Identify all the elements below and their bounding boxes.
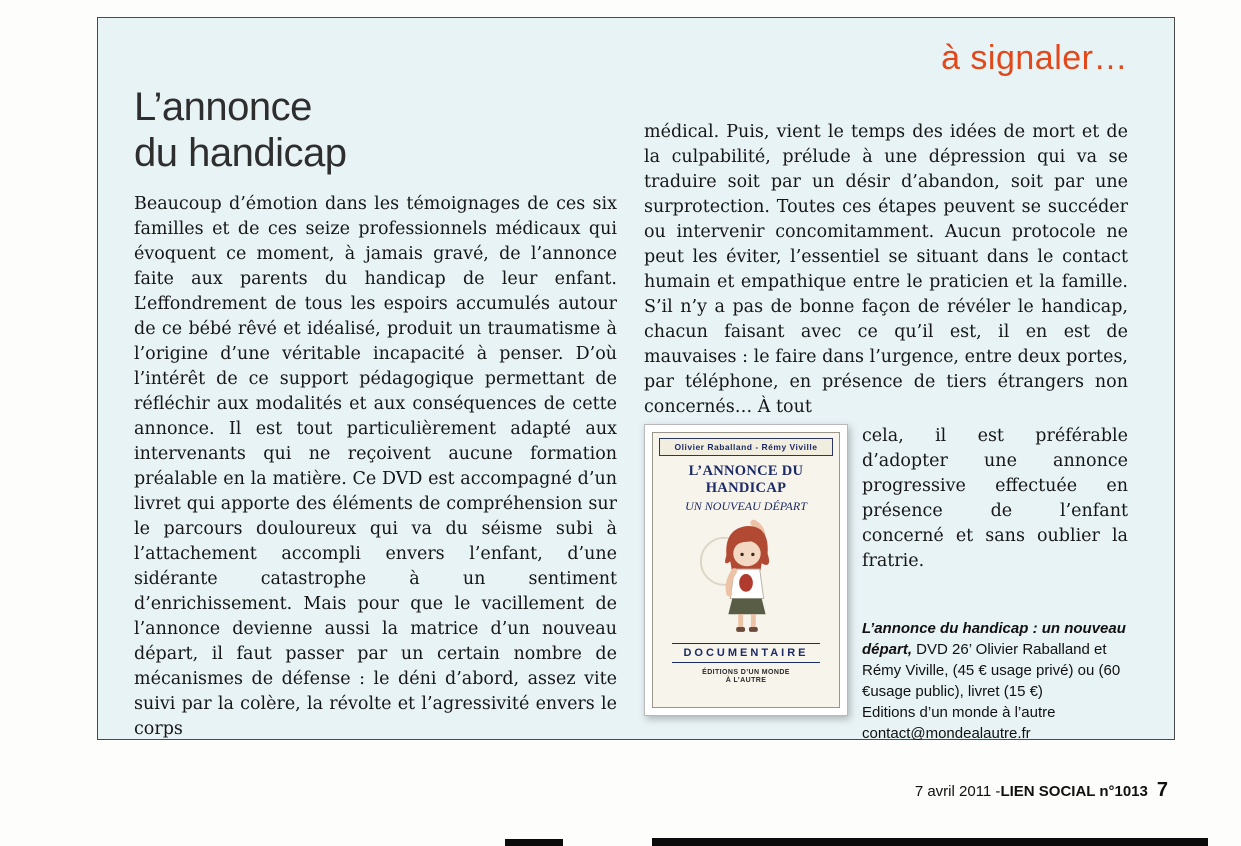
media-side <box>862 424 1128 744</box>
dvd-cover-photo <box>644 424 848 716</box>
scan-artifact-bar <box>652 838 1208 846</box>
media-row <box>644 424 1128 744</box>
girl-illustration-icon <box>697 518 795 636</box>
article-title <box>134 84 617 176</box>
page-footer <box>915 779 1168 802</box>
caption-details: DVD 26’ Olivier Raballand et Rémy Viville, (45 € usage privé) ou (60 €usage public), livret (15 €) <box>862 641 1121 700</box>
footer-date: 7 avril 2011 - <box>914 783 1001 800</box>
column-left <box>134 84 617 744</box>
article-paragraph-right: médical. Puis, vient le temps des idées de mort et de la culpabilité, prélude à une dépression qui va se traduire soit par un désir d’abandon, soit par une surprotection. Toutes ces étapes peuvent se succéder ou intervenir concomitamment. Aucun protocole ne peut les éviter, l’essentiel se situant dans le contact humain et empathique entre le praticien et la famille. S’il n’y a pas de bonne façon de révéler le handicap, chacun faisant avec ce qu’il est, il en est de mauvaises : le faire dans l’urgence, entre deux portes, par téléphone, en présence de tiers étrangers non concernés… À tout <box>644 122 1128 417</box>
caption-title: L’annonce du handicap : un nouveau départ, <box>862 620 1126 658</box>
column-right <box>644 84 1128 744</box>
dvd-cover-illustration <box>697 518 795 640</box>
article-columns <box>134 84 1128 744</box>
article-paragraph-wrap: cela, il est préférable d’adopter une annonce progressive effectuée en présence de l’enfant concerné et sans oublier la fratrie. <box>862 426 1128 571</box>
article-title-line1: L’annonce <box>134 85 312 129</box>
footer-page-number: 7 <box>1156 779 1168 801</box>
dvd-cover <box>652 432 840 708</box>
dvd-genre: DOCUMENTAIRE <box>672 643 820 663</box>
caption-contact-email: contact@mondealautre.fr <box>862 725 1031 742</box>
dvd-caption <box>862 618 1128 744</box>
caption-publisher: Editions d’un monde à l’autre <box>862 704 1056 721</box>
section-label: à signaler… <box>941 39 1128 77</box>
article-title-line2: du handicap <box>134 131 347 175</box>
dvd-title: L’ANNONCE DU HANDICAP <box>688 463 804 496</box>
article-box <box>97 17 1175 740</box>
scan-artifact-bar <box>505 839 563 846</box>
dvd-publisher: ÉDITIONS D’UN MONDE À L’AUTRE <box>702 669 790 684</box>
dvd-authors: Olivier Raballand - Rémy Viville <box>659 438 833 456</box>
footer-journal-name: LIEN SOCIAL n°1013 <box>1000 783 1148 800</box>
dvd-subtitle: UN NOUVEAU DÉPART <box>685 499 807 513</box>
article-paragraph-left: Beaucoup d’émotion dans les témoignages de ces six familles et de ces seize professionnels médicaux qui évoquent ce moment, à jamais gravé, de l’annonce faite aux parents du handicap de leur enfant. L’effondrement de tous les espoirs accumulés autour de ce bébé rêvé et idéalisé, produit un traumatisme à l’origine d’une véritable incapacité à penser. D’où l’intérêt de ce support pédagogique permettant de réfléchir aux modalités et aux conséquences de cette annonce. Il est tout particulièrement adapté aux intervenants qui ne reçoivent aucune formation préalable en la matière. Ce DVD est accompagné d’un livret qui apporte des éléments de compréhension sur le parcours douloureux qui va du séisme subi à l’attachement accompli envers l’enfant, d’une sidérante catastrophe à un sentiment d’enrichissement. Mais pour que le vacillement de l’annonce devienne aussi la matrice d’un nouveau départ, il faut passer par un certain nombre de mécanismes de défense : le déni d’abord, assez vite suivi par la colère, la révolte et l’agressivité envers le corps <box>134 194 617 739</box>
